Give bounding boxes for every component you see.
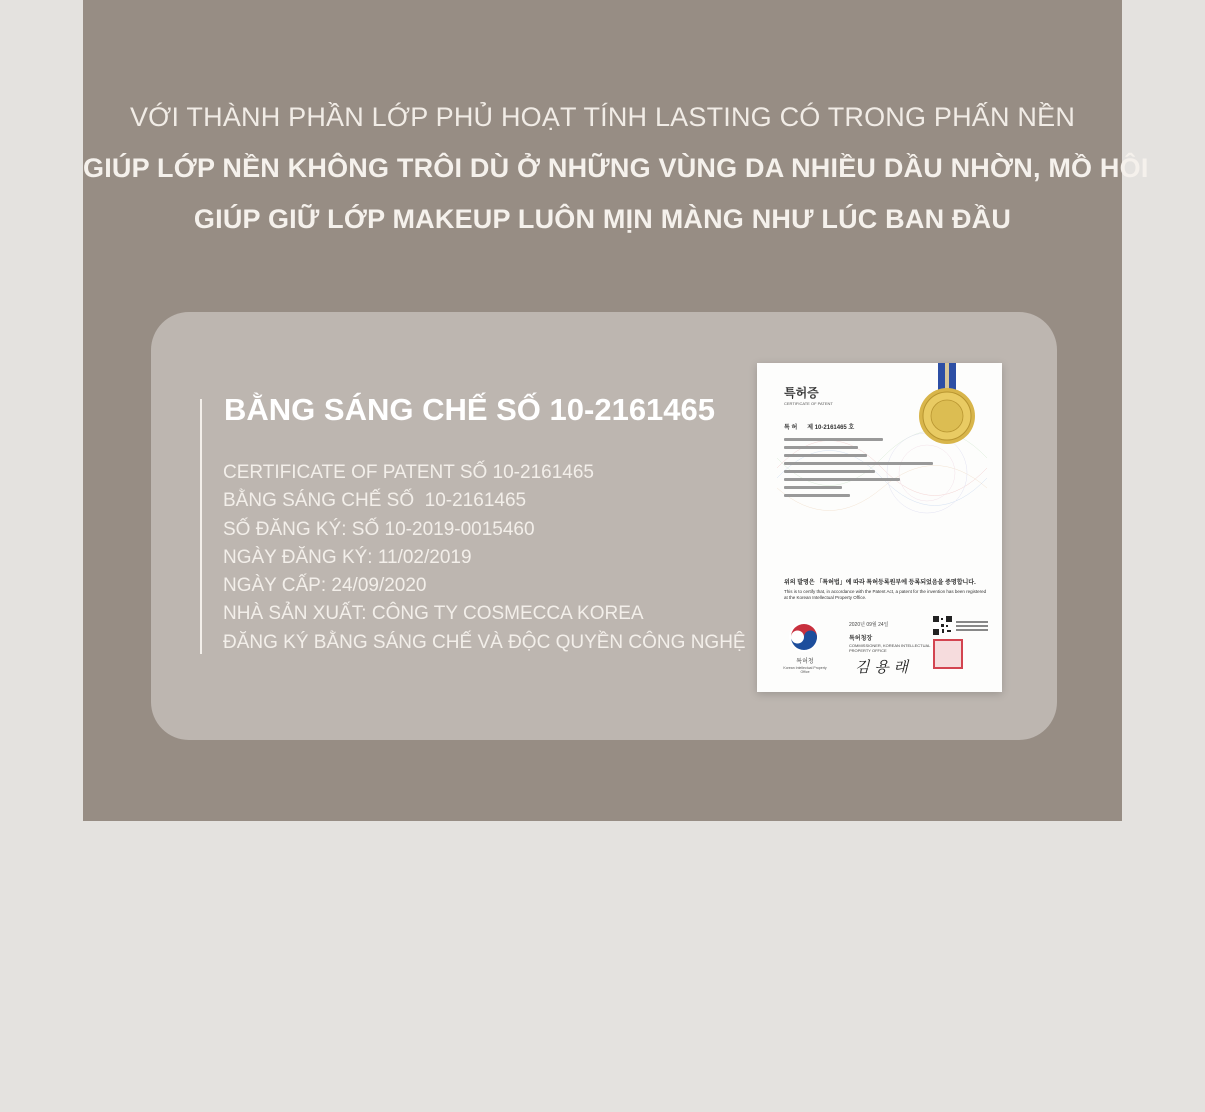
headline-line-2: GIÚP LỚP NỀN KHÔNG TRÔI DÙ Ở NHỮNG VÙNG DA NHIỀU DẦU NHỜN, MỒ HÔI (83, 153, 1149, 183)
certificate-subtitle: CERTIFICATE OF PATENT (784, 401, 833, 406)
patent-detail-item: BẰNG SÁNG CHẾ SỐ 10-2161465 (223, 490, 527, 512)
headline-line-3: GIÚP GIỮ LỚP MAKEUP LUÔN MỊN MÀNG NHƯ LÚC BAN ĐẦU (193, 204, 1012, 234)
patent-detail-item: CERTIFICATE OF PATENT SỐ 10-2161465 (223, 462, 594, 483)
patent-card (151, 312, 1057, 740)
patent-detail-item: NGÀY ĐĂNG KÝ: 11/02/2019 (223, 546, 472, 568)
certificate-commissioner: COMMISSIONER, KOREAN INTELLECTUAL PROPERTY OFFICE (849, 643, 931, 653)
patent-detail-item: ĐĂNG KÝ BẰNG SÁNG CHẾ VÀ ĐỘC QUYỀN CÔNG NGHỆ (223, 631, 746, 653)
qr-code-icon (933, 616, 952, 635)
certificate-number: 특 허 제 10-2161465 호 (784, 425, 855, 431)
patent-detail-item: NHÀ SẢN XUẤT: CÔNG TY COSMECCA KOREA (223, 603, 644, 625)
issuer-name-ko: 특허청 (796, 659, 814, 665)
patent-detail-item: SỐ ĐĂNG KÝ: SỐ 10-2019-0015460 (223, 518, 535, 540)
certificate-office: 특허청장 (849, 636, 873, 642)
headline-line-1: VỚI THÀNH PHẦN LỚP PHỦ HOẠT TÍNH LASTING CÓ TRONG PHẤN NỀN (129, 102, 1076, 132)
headline (83, 92, 1149, 245)
patent-detail-item: NGÀY CẤP: 24/09/2020 (223, 575, 427, 597)
patent-details (223, 459, 746, 657)
certificate-statement-ko: 위의 발명은 「특허법」에 따라 특허등록원부에 등록되었음을 증명합니다. (784, 580, 976, 586)
issuer-name-en: Korean Intellectual Property Office (783, 666, 827, 674)
certificate-statement-en: This is to certify that, in accordance with the Patent Act, a patent for the invention has been registered at the Korean Intellectual Property Office. (784, 589, 987, 600)
patent-certificate-image (757, 363, 1002, 692)
patent-title: BẰNG SÁNG CHẾ SỐ 10-2161465 (224, 392, 716, 427)
content-panel (83, 0, 1149, 821)
official-red-stamp (933, 639, 963, 669)
accent-divider (200, 399, 202, 654)
certificate-fine-print (784, 438, 949, 502)
gold-seal-icon (918, 387, 976, 445)
certificate-title: 특허증 (784, 386, 819, 400)
certificate-signature: 김 용 래 (855, 658, 909, 676)
certificate-reference-lines (956, 621, 988, 633)
certificate-date: 2020년 09월 24일 (849, 622, 889, 628)
kipo-logo-icon (787, 620, 821, 654)
